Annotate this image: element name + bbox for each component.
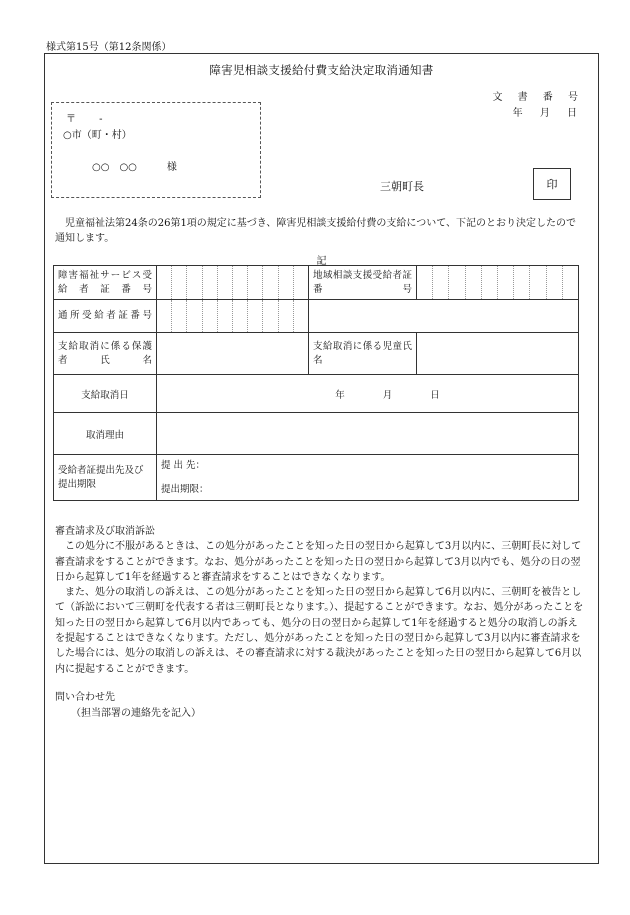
regional-consult-cert-label: 地域相談支援受給者証番号: [309, 266, 417, 300]
submit-to-label: 提 出 先：: [161, 459, 206, 471]
appeal-paragraph-1: この処分に不服があるときは、この処分があったことを知った日の翌日から起算して3月以内に、三朝町長に対して審査請求をすることができます。なお、処分があったことを知った日の翌日から起算して3月以内でも、処分の日の翌日から起算して1年を経過すると審査請求をすることはできなくなります。: [55, 541, 582, 583]
issuer-name: 三朝町長: [380, 180, 424, 193]
seal-label: 印: [546, 178, 558, 191]
document-date-label: 年 月 日: [512, 108, 584, 119]
submit-deadline-label: 提出期限：: [161, 483, 209, 495]
info-table: [53, 265, 579, 501]
guardian-name-label: 支給取消に係る保護者氏名: [54, 333, 157, 375]
table-row: [54, 266, 579, 300]
day-service-blank: [309, 300, 579, 333]
table-row: [54, 455, 579, 501]
body-text: 児童福祉法第24条の26第1項の規定に基づき、障害児相談支援給付費の支給について、下記のとおり決定したので通知します。: [55, 218, 577, 244]
cancel-date-label: 支給取消日: [54, 375, 157, 413]
form-number: 様式第15号（第12条関係）: [46, 42, 172, 53]
ki-heading: 記: [316, 256, 327, 267]
day-service-cert-number: [157, 300, 309, 333]
table-row: [54, 333, 579, 375]
disability-service-cert-number: [157, 266, 309, 300]
document-number-label: 文 書 番 号: [492, 92, 584, 103]
cancel-date-value: [157, 375, 579, 413]
month-label: 月: [382, 389, 393, 401]
postal-code: 〒 -: [66, 114, 103, 125]
contact-body: （担当部署の連絡先を記入）: [71, 708, 201, 719]
document-title: 障害児相談支援給付費支給決定取消通知書: [209, 63, 434, 77]
guardian-name-value: [157, 333, 309, 375]
seal-box: [533, 168, 571, 200]
table-row: [54, 413, 579, 455]
day-label: 日: [430, 389, 440, 401]
child-name-label: 支給取消に係る児童氏名: [309, 333, 417, 375]
recipient-name: ○○ ○○ 様: [92, 162, 177, 173]
table-row: [54, 300, 579, 333]
table-row: [54, 375, 579, 413]
child-name-value: [417, 333, 579, 375]
disability-service-cert-label: 障害福祉サービス受給者証番号: [54, 266, 157, 300]
year-label: 年: [335, 389, 345, 401]
appeal-section: [55, 524, 587, 677]
day-service-cert-label: 通所受給者証番号: [54, 300, 157, 333]
reason-value: [157, 413, 579, 455]
submit-value: [157, 455, 579, 501]
appeal-heading: 審査請求及び取消訴訟: [55, 526, 155, 537]
appeal-paragraph-2: また、処分の取消しの訴えは、この処分があったことを知った日の翌日から起算して6月以内に、三朝町を被告として（訴訟において三朝町を代表する者は三朝町長となります。）、提起することができます。なお、処分があったことを知った日の翌日から起算して6月以内であっても、処分の日の翌日から起算して1年を経過すると処分の取消しの訴えを提起することはできなくなります。ただし、処分があったことを知った日の翌日から起算して3月以内に審査請求をした場合には、処分の取消しの訴えは、その審査請求に対する裁決があったことを知った日の翌日から起算して6月以内に提起することができます。: [55, 587, 584, 675]
regional-consult-cert-number: [417, 266, 579, 300]
reason-label: 取消理由: [54, 413, 157, 455]
contact-heading: 問い合わせ先: [55, 692, 115, 703]
submit-label: 受給者証提出先及び提出期限: [54, 455, 157, 501]
address-city: ○市（町・村）: [63, 130, 132, 141]
